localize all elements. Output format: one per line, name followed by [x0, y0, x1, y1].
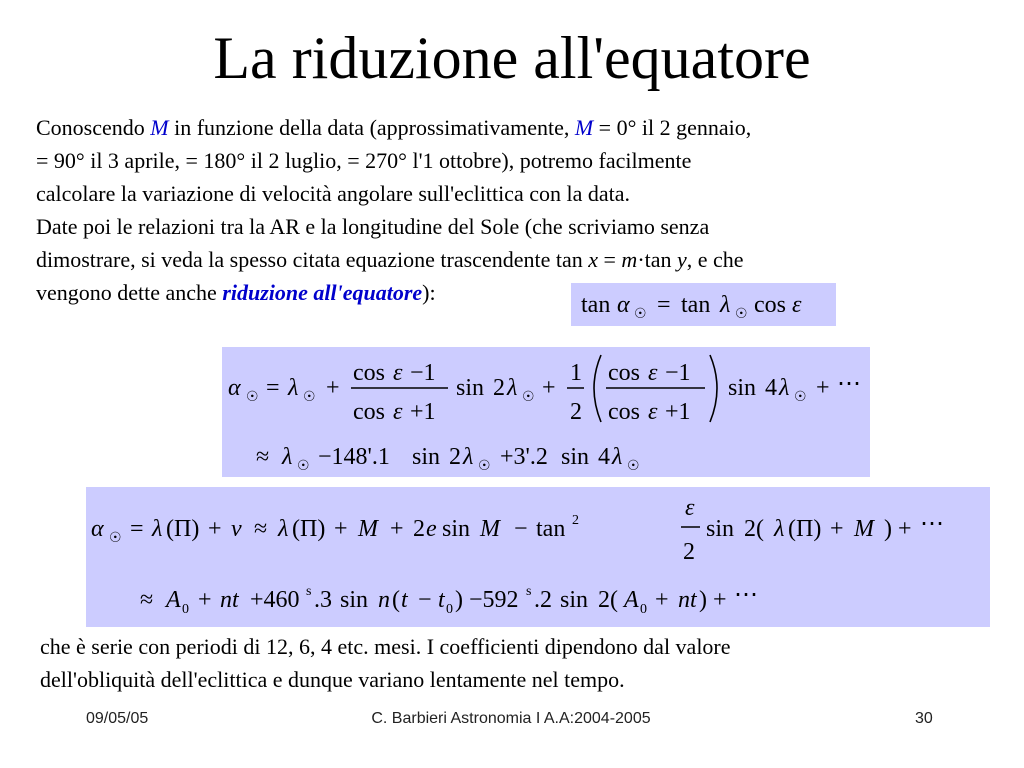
equation-alpha-mean-anomaly	[86, 487, 990, 627]
svg-text:=: =	[266, 375, 280, 401]
svg-text:M: M	[480, 516, 500, 542]
svg-text:ε: ε	[648, 360, 658, 386]
svg-text:cos: cos	[353, 360, 385, 386]
svg-text:+: +	[713, 587, 727, 613]
svg-text:(Π): (Π)	[788, 516, 822, 542]
svg-text:1: 1	[570, 360, 582, 386]
svg-text:e: e	[426, 516, 437, 542]
svg-text:nt: nt	[678, 587, 697, 613]
svg-text:4: 4	[598, 444, 610, 470]
svg-text:ε: ε	[685, 495, 695, 521]
svg-text:ε: ε	[393, 360, 403, 386]
svg-text:☉: ☉	[478, 459, 491, 474]
svg-text:): )	[884, 516, 892, 542]
svg-text:2(: 2(	[744, 516, 764, 542]
svg-text:λ: λ	[288, 375, 299, 401]
svg-text:⋯: ⋯	[920, 511, 944, 537]
footer-date: 09/05/05	[86, 710, 149, 727]
svg-text:☉: ☉	[634, 307, 647, 322]
svg-text:): )	[699, 587, 707, 613]
paragraph-intro: Conoscendo M in funzione della data (approssimativamente, M = 0° il 2 gennaio, = 90° il 3 aprile, = 180° il 2 luglio, = 270° l'1 ottobre), potremo facilmente calcolare la variazione di velocità angolare sull'eclittica con la data.	[36, 115, 752, 206]
svg-text:t: t	[401, 587, 408, 613]
slide-title: La riduzione all'equatore	[213, 25, 811, 91]
footer-credit: C. Barbieri Astronomia I A.A:2004-2005	[371, 710, 651, 727]
svg-text:+: +	[198, 587, 212, 613]
svg-text:M: M	[854, 516, 874, 542]
svg-text:ε: ε	[792, 292, 802, 318]
svg-text:☉: ☉	[522, 390, 535, 405]
svg-text:tan: tan	[581, 292, 611, 318]
svg-text:(: (	[392, 587, 400, 613]
svg-text:sin: sin	[560, 587, 589, 613]
paragraph-conclusion: che è serie con periodi di 12, 6, 4 etc. mesi. I coefficienti dipendono dal valore dell'obliquità dell'eclittica e dunque variano lentamente nel tempo.	[40, 634, 731, 692]
svg-text:=: =	[130, 516, 144, 542]
svg-text:+: +	[390, 516, 404, 542]
svg-text:☉: ☉	[297, 459, 310, 474]
svg-text:☉: ☉	[109, 531, 122, 546]
svg-text:λ: λ	[507, 375, 518, 401]
svg-text:λ: λ	[282, 444, 293, 470]
svg-text:+: +	[334, 516, 348, 542]
svg-text:+1: +1	[410, 399, 436, 425]
svg-text:t: t	[438, 587, 445, 613]
svg-text:cos: cos	[754, 292, 786, 318]
svg-text:sin: sin	[728, 375, 757, 401]
svg-text:λ: λ	[779, 375, 790, 401]
svg-text:≈: ≈	[256, 444, 270, 470]
svg-text:+460: +460	[250, 587, 300, 613]
svg-text:nt: nt	[220, 587, 239, 613]
svg-text:−: −	[418, 587, 432, 613]
svg-text:+: +	[830, 516, 844, 542]
svg-text:M: M	[358, 516, 378, 542]
svg-text:n: n	[378, 587, 390, 613]
svg-text:2: 2	[683, 539, 695, 565]
svg-text:sin: sin	[456, 375, 485, 401]
svg-text:⋯: ⋯	[837, 371, 861, 397]
svg-text:λ: λ	[774, 516, 785, 542]
svg-text:s: s	[306, 584, 312, 599]
svg-text:+3'.2: +3'.2	[500, 444, 548, 470]
svg-text:(Π): (Π)	[166, 516, 200, 542]
svg-text:0: 0	[446, 602, 453, 617]
svg-text:sin: sin	[412, 444, 441, 470]
svg-text:ε: ε	[648, 399, 658, 425]
svg-text:tan: tan	[681, 292, 711, 318]
svg-text:2: 2	[493, 375, 505, 401]
svg-text:ν: ν	[231, 516, 242, 542]
svg-text:+: +	[542, 375, 556, 401]
svg-text:+: +	[326, 375, 340, 401]
svg-text:A: A	[166, 587, 181, 613]
term-riduzione-equatore: riduzione all'equatore	[222, 280, 423, 305]
svg-text:☉: ☉	[246, 390, 259, 405]
svg-text:−592: −592	[469, 587, 519, 613]
svg-text:): )	[455, 587, 463, 613]
svg-text:4: 4	[765, 375, 777, 401]
svg-text:.2: .2	[534, 587, 552, 613]
svg-text:⋯: ⋯	[734, 582, 758, 608]
svg-text:☉: ☉	[794, 390, 807, 405]
svg-text:0: 0	[640, 602, 647, 617]
svg-text:2(: 2(	[598, 587, 618, 613]
svg-text:+: +	[816, 375, 830, 401]
svg-text:0: 0	[182, 602, 189, 617]
svg-text:≈: ≈	[254, 516, 268, 542]
svg-text:λ: λ	[152, 516, 163, 542]
svg-text:λ: λ	[463, 444, 474, 470]
svg-text:ε: ε	[393, 399, 403, 425]
svg-text:α: α	[617, 292, 630, 318]
svg-text:☉: ☉	[735, 307, 748, 322]
svg-text:+: +	[898, 516, 912, 542]
svg-text:.3: .3	[314, 587, 332, 613]
svg-text:tan: tan	[536, 516, 566, 542]
svg-text:2: 2	[449, 444, 461, 470]
svg-text:−148'.1: −148'.1	[318, 444, 390, 470]
svg-text:+1: +1	[665, 399, 691, 425]
svg-text:sin: sin	[561, 444, 590, 470]
svg-text:2: 2	[572, 513, 579, 528]
svg-text:λ: λ	[278, 516, 289, 542]
svg-text:α: α	[228, 375, 241, 401]
svg-text:≈: ≈	[140, 587, 154, 613]
svg-text:cos: cos	[353, 399, 385, 425]
svg-text:(Π): (Π)	[292, 516, 326, 542]
svg-text:2: 2	[413, 516, 425, 542]
svg-text:☉: ☉	[627, 459, 640, 474]
paragraph-relations: Date poi le relazioni tra la AR e la longitudine del Sole (che scriviamo senza dimostrare, si veda la spesso citata equazione trascendente tan x = m·tan y, e che vengono dette anche riduzione all'equatore):	[36, 214, 744, 305]
svg-text:+: +	[208, 516, 222, 542]
svg-text:−: −	[514, 516, 528, 542]
svg-text:sin: sin	[442, 516, 471, 542]
footer-page-number: 30	[915, 710, 933, 727]
svg-text:sin: sin	[706, 516, 735, 542]
svg-text:s: s	[526, 584, 532, 599]
svg-text:α: α	[91, 516, 104, 542]
svg-text:2: 2	[570, 399, 582, 425]
svg-text:λ: λ	[612, 444, 623, 470]
svg-text:−1: −1	[665, 360, 691, 386]
svg-text:−1: −1	[410, 360, 436, 386]
svg-text:☉: ☉	[303, 390, 316, 405]
svg-text:λ: λ	[720, 292, 731, 318]
equation-tan-alpha	[571, 283, 836, 326]
svg-text:cos: cos	[608, 399, 640, 425]
svg-text:A: A	[624, 587, 639, 613]
equation-alpha-series	[222, 347, 870, 477]
svg-text:sin: sin	[340, 587, 369, 613]
svg-text:cos: cos	[608, 360, 640, 386]
svg-text:=: =	[657, 292, 671, 318]
svg-text:+: +	[655, 587, 669, 613]
